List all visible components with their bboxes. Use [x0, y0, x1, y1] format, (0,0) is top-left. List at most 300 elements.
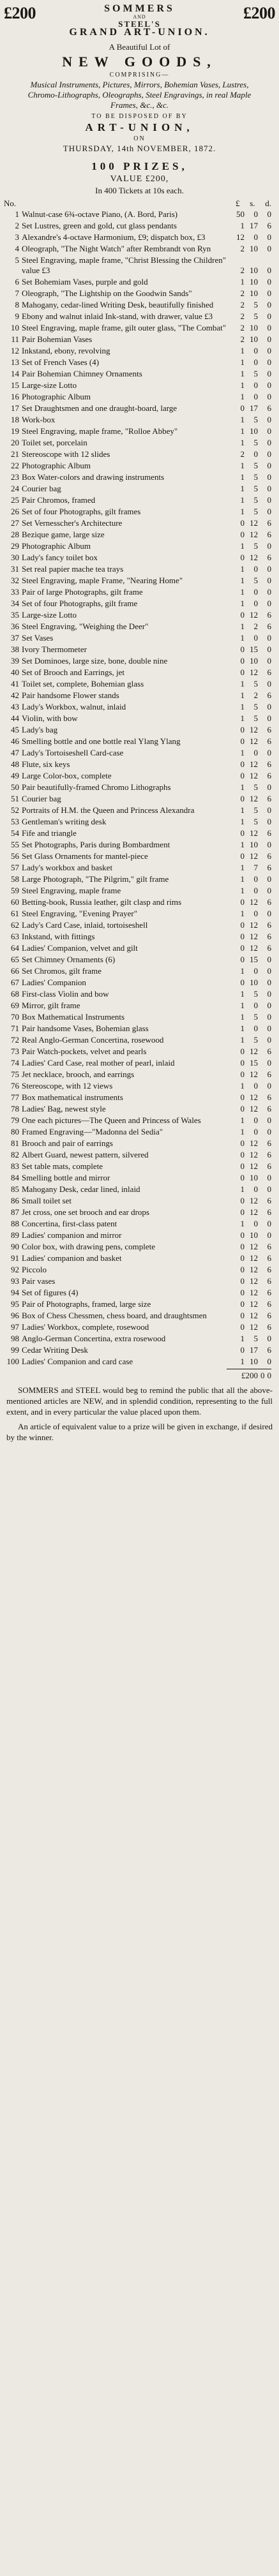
prize-pence: 6 — [267, 1311, 271, 1320]
prize-pounds: 50 — [236, 209, 245, 219]
prize-pence: 0 — [267, 380, 271, 390]
prize-item — [4, 759, 275, 770]
prize-value — [236, 392, 275, 402]
prize-pence: 0 — [267, 461, 271, 470]
prize-shillings: 17 — [250, 1345, 258, 1355]
prize-pence: 0 — [267, 978, 271, 987]
prize-description: Set table mats, complete — [22, 1161, 103, 1171]
prize-pence: 0 — [267, 576, 271, 585]
prize-pence: 0 — [267, 1012, 271, 1022]
prize-pence: 0 — [267, 1357, 271, 1366]
prize-pounds: 0 — [240, 1253, 245, 1263]
shillings-column-label: s. — [250, 198, 255, 208]
prize-description: Cedar Writing Desk — [22, 1345, 88, 1355]
prize-number: 82 — [11, 1150, 19, 1159]
prize-description: Lady's Tortoiseshell Card-case — [22, 748, 124, 757]
value-line: VALUE £200, — [110, 174, 169, 184]
prize-shillings: 0 — [253, 599, 258, 608]
prize-shillings: 0 — [253, 886, 258, 895]
prize-number: 84 — [11, 1173, 19, 1182]
prize-description: Photographic Album — [22, 392, 91, 401]
prize-shillings: 12 — [250, 1288, 258, 1297]
prize-value — [236, 943, 275, 953]
prize-number: 58 — [11, 874, 19, 884]
prize-pence: 6 — [267, 1104, 271, 1113]
prize-item — [4, 954, 275, 965]
prize-pence: 0 — [267, 1115, 271, 1125]
prize-item — [4, 644, 275, 655]
prize-shillings: 12 — [250, 1161, 258, 1171]
no-column-label: No. — [4, 198, 17, 208]
prize-description: Mirror, gilt frame — [22, 1001, 80, 1010]
prize-number: 62 — [11, 920, 19, 930]
prize-shillings: 0 — [253, 1115, 258, 1125]
price-right: £200 — [243, 4, 275, 22]
prize-item — [4, 1011, 275, 1023]
prize-value — [236, 1127, 275, 1137]
prize-pence: 6 — [267, 1046, 271, 1056]
prize-description: Pair vases — [22, 1276, 56, 1286]
prize-number: 17 — [11, 403, 19, 413]
prize-shillings: 5 — [253, 472, 258, 482]
prize-number: 39 — [11, 656, 19, 666]
prize-value — [236, 1357, 275, 1367]
prize-number: 90 — [11, 1242, 19, 1251]
prize-pence: 0 — [267, 438, 271, 447]
prize-description: Flute, six keys — [22, 759, 70, 769]
prize-pence: 6 — [267, 1265, 271, 1274]
prize-number: 71 — [11, 1024, 19, 1033]
prize-description: Pair Bohemian Chimney Ornaments — [22, 369, 142, 378]
prize-description: Betting-book, Russia leather, gilt clasp and rims — [22, 897, 182, 907]
prize-pence: 6 — [267, 897, 271, 907]
prize-number: 79 — [11, 1115, 19, 1125]
new-goods-heading: NEW GOODS, — [62, 54, 217, 70]
sommers-and-steels — [70, 4, 209, 28]
prize-item — [4, 747, 275, 759]
prize-value — [236, 1138, 275, 1149]
prize-item — [4, 1115, 275, 1126]
prize-number: 59 — [11, 886, 19, 895]
prize-pounds: 1 — [240, 748, 245, 757]
prize-value — [236, 863, 275, 873]
pence-column-label: d. — [265, 198, 271, 208]
prize-pounds: 1 — [240, 426, 245, 436]
prize-item — [4, 1161, 275, 1172]
prize-shillings: 12 — [250, 1092, 258, 1102]
prize-pence: 0 — [267, 1127, 271, 1136]
prize-pence: 0 — [267, 288, 271, 298]
prize-pounds: 0 — [240, 1046, 245, 1056]
prize-pounds: 1 — [240, 1115, 245, 1125]
prize-pounds: 0 — [240, 725, 245, 734]
prize-item — [4, 209, 275, 220]
prize-pounds: 1 — [240, 1357, 245, 1366]
prize-value — [236, 541, 275, 551]
prize-shillings: 5 — [253, 1334, 258, 1343]
prize-description: Set Dominoes, large size, bone, double nine — [22, 656, 168, 666]
prize-value — [236, 633, 275, 643]
prize-description: Anglo-German Concertina, extra rosewood — [22, 1334, 166, 1343]
prize-item — [4, 1103, 275, 1115]
prize-number: 20 — [11, 438, 19, 447]
prize-number: 94 — [11, 1288, 19, 1297]
prize-value — [236, 530, 275, 540]
prize-value — [236, 357, 275, 368]
prize-description: Courier bag — [22, 794, 61, 803]
prize-shillings: 10 — [250, 277, 258, 287]
prize-value — [236, 909, 275, 919]
prize-number: 55 — [11, 840, 19, 849]
prize-pounds: 0 — [240, 644, 245, 654]
prize-item — [4, 552, 275, 563]
prize-description: Box Mathematical Instruments — [22, 1012, 125, 1022]
prize-value — [236, 759, 275, 770]
prize-item — [4, 678, 275, 690]
prize-pounds: 1 — [240, 702, 245, 711]
prize-description: Mahogany, cedar-lined Writing Desk, beautifully finished — [22, 300, 214, 309]
prize-pounds: 0 — [240, 1138, 245, 1148]
prize-description: Violin, with bow — [22, 713, 78, 723]
prize-item — [4, 472, 275, 483]
prize-pounds: 2 — [240, 449, 245, 459]
prize-description: Steel Engraving, maple Frame, "Nearing Home" — [22, 576, 183, 585]
prize-item — [4, 805, 275, 816]
prize-item — [4, 988, 275, 1000]
prize-number: 57 — [11, 863, 19, 872]
to-be-disposed-line: TO BE DISPOSED OF BY — [91, 113, 188, 120]
prize-number: 83 — [11, 1161, 19, 1171]
prize-number: 78 — [11, 1104, 19, 1113]
prize-pounds: 1 — [240, 461, 245, 470]
prize-number: 46 — [11, 736, 19, 746]
prize-number: 12 — [11, 346, 19, 355]
prize-shillings: 12 — [250, 553, 258, 562]
prize-pounds: 0 — [240, 955, 245, 964]
prize-shillings: 0 — [253, 209, 258, 219]
prize-item — [4, 1184, 275, 1195]
prize-shillings: 5 — [253, 1012, 258, 1022]
prize-pounds: 1 — [240, 587, 245, 597]
prize-pounds: 0 — [240, 1242, 245, 1251]
prize-pence: 0 — [267, 495, 271, 505]
prize-number: 30 — [11, 553, 19, 562]
prize-pence: 0 — [267, 656, 271, 666]
prize-pounds: 1 — [240, 840, 245, 849]
prize-number: 100 — [6, 1357, 19, 1366]
prize-shillings: 10 — [250, 334, 258, 344]
header-row — [0, 3, 279, 29]
prize-item — [4, 1356, 275, 1367]
prize-pence: 6 — [267, 1138, 271, 1148]
prize-pounds: 0 — [240, 759, 245, 769]
prize-pounds: 0 — [240, 1288, 245, 1297]
prize-number: 29 — [11, 541, 19, 551]
prize-pounds: 0 — [240, 1058, 245, 1068]
prize-pounds: 2 — [240, 300, 245, 309]
prize-shillings: 15 — [250, 955, 258, 964]
prize-pence: 0 — [267, 1001, 271, 1010]
prize-number: 38 — [11, 644, 19, 654]
prize-shillings: 12 — [250, 1311, 258, 1320]
prize-pence: 0 — [267, 805, 271, 815]
prize-shillings: 15 — [250, 1058, 258, 1068]
prize-item — [4, 368, 275, 380]
prize-description: Brooch and pair of earrings — [22, 1138, 113, 1148]
prize-number: 34 — [11, 599, 19, 608]
prize-value — [236, 221, 275, 231]
prize-pence: 0 — [267, 679, 271, 689]
prize-pounds: 0 — [240, 1311, 245, 1320]
prize-value — [236, 507, 275, 517]
prize-number: 98 — [11, 1334, 19, 1343]
prize-pounds: 1 — [240, 1127, 245, 1136]
prize-item — [4, 255, 275, 276]
prize-value — [236, 426, 275, 436]
prize-value — [236, 484, 275, 494]
total-shillings: 0 — [260, 1371, 265, 1380]
prize-value — [236, 897, 275, 907]
prize-description: First-class Violin and bow — [22, 989, 109, 999]
prize-item — [4, 724, 275, 736]
prize-pence: 0 — [267, 702, 271, 711]
prize-pence: 0 — [267, 415, 271, 424]
prize-shillings: 12 — [250, 932, 258, 941]
prize-shillings: 12 — [250, 736, 258, 746]
prize-item — [4, 403, 275, 414]
prize-shillings: 15 — [250, 644, 258, 654]
prize-pounds: 1 — [240, 564, 245, 574]
prize-shillings: 5 — [253, 369, 258, 378]
prize-value — [236, 323, 275, 333]
prize-pence: 6 — [267, 530, 271, 539]
prize-pence: 6 — [267, 553, 271, 562]
prize-number: 11 — [11, 334, 19, 344]
prize-number: 53 — [11, 817, 19, 826]
prize-description: Set of four Photographs, gilt frame — [22, 599, 138, 608]
prize-pounds: 1 — [240, 1035, 245, 1045]
prize-value — [236, 495, 275, 505]
prize-pence: 0 — [267, 782, 271, 792]
prize-pounds: 1 — [240, 1001, 245, 1010]
prize-pounds: 0 — [240, 403, 245, 413]
prize-pounds: 0 — [240, 1207, 245, 1217]
event-date: THURSDAY, 14th NOVEMBER, 1872. — [63, 144, 216, 153]
prize-shillings: 10 — [250, 1357, 258, 1366]
prize-value — [236, 656, 275, 666]
prize-number: 69 — [11, 1001, 19, 1010]
prize-value — [236, 311, 275, 322]
prize-number: 35 — [11, 610, 19, 620]
prize-item — [4, 632, 275, 644]
prize-number: 14 — [11, 369, 19, 378]
prize-value — [236, 599, 275, 609]
prize-pounds: 0 — [240, 932, 245, 941]
prize-shillings: 12 — [250, 1150, 258, 1159]
prize-description: Smelling bottle and one bottle real Ylang Ylang — [22, 736, 181, 746]
prize-shillings: 5 — [253, 541, 258, 551]
prize-number: 28 — [11, 530, 19, 539]
prize-description: Small toilet set — [22, 1196, 72, 1205]
prize-description: Color box, with drawing pens, complete — [22, 1242, 156, 1251]
prize-item — [4, 1299, 275, 1310]
prize-pounds: 0 — [240, 530, 245, 539]
prize-value — [236, 1058, 275, 1068]
prize-item — [4, 851, 275, 862]
prize-pence: 0 — [267, 472, 271, 482]
prize-shillings: 0 — [253, 1001, 258, 1010]
prize-shillings: 12 — [250, 828, 258, 838]
prize-number: 88 — [11, 1219, 19, 1228]
prize-pounds: 0 — [240, 553, 245, 562]
prize-shillings: 12 — [250, 667, 258, 677]
prize-description: Smelling bottle and mirror — [22, 1173, 110, 1182]
prize-shillings: 5 — [253, 805, 258, 815]
prize-description: Large-size Lotto — [22, 380, 77, 390]
prize-number: 50 — [11, 782, 19, 792]
prize-number: 89 — [11, 1230, 19, 1240]
prize-pounds: 0 — [240, 1230, 245, 1240]
prize-description: Pair of Photographs, framed, large size — [22, 1299, 151, 1309]
prize-value — [236, 840, 275, 850]
prize-number: 63 — [11, 932, 19, 941]
prize-description: Inkstand, with fittings — [22, 932, 95, 941]
prize-pounds: 2 — [240, 334, 245, 344]
prize-number: 1 — [15, 209, 19, 219]
prize-value — [236, 346, 275, 356]
prize-pence: 6 — [267, 1253, 271, 1263]
prize-pence: 0 — [267, 874, 271, 884]
prize-pence: 0 — [267, 989, 271, 999]
prize-pounds: 0 — [240, 1265, 245, 1274]
prize-shillings: 12 — [250, 759, 258, 769]
prize-pounds: 0 — [240, 1173, 245, 1182]
prize-shillings: 5 — [253, 679, 258, 689]
prize-pounds: 2 — [240, 323, 245, 332]
prize-pounds: 0 — [240, 736, 245, 746]
prize-pence: 0 — [267, 909, 271, 918]
prize-shillings: 12 — [250, 1242, 258, 1251]
prize-description: One each pictures—The Queen and Princess of Wales — [22, 1115, 201, 1125]
prize-description: Framed Engraving—"Madonna del Sedia" — [22, 1127, 163, 1136]
prize-number: 91 — [11, 1253, 19, 1263]
prize-pence: 0 — [267, 334, 271, 344]
prize-number: 70 — [11, 1012, 19, 1022]
prize-pence: 0 — [267, 1334, 271, 1343]
prize-value — [236, 1184, 275, 1195]
prize-description: Box mathematical instruments — [22, 1092, 123, 1102]
prize-description: Large-size Lotto — [22, 610, 77, 620]
prize-item — [4, 885, 275, 897]
prize-description: Gentleman's writing desk — [22, 817, 107, 826]
prize-pence: 6 — [267, 403, 271, 413]
prize-pounds: 1 — [240, 690, 245, 700]
prize-pounds: 0 — [240, 1069, 245, 1079]
prize-pounds: 2 — [240, 311, 245, 321]
prize-pounds: 1 — [240, 863, 245, 872]
prize-pence: 6 — [267, 1345, 271, 1355]
prize-number: 72 — [11, 1035, 19, 1045]
beautiful-lot-line: A Beautiful Lot of — [109, 42, 170, 52]
prize-pence: 0 — [267, 369, 271, 378]
prize-number: 73 — [11, 1046, 19, 1056]
prize-description: Ebony and walnut inlaid Ink-stand, with drawer, value £3 — [22, 311, 213, 321]
prize-pounds: 0 — [240, 1196, 245, 1205]
prize-number: 97 — [11, 1322, 19, 1332]
prize-description: Set Glass Ornaments for mantel-piece — [22, 851, 148, 861]
prize-value — [236, 1161, 275, 1172]
prize-value — [236, 1265, 275, 1275]
prize-number: 51 — [11, 794, 19, 803]
prize-pence: 0 — [267, 426, 271, 436]
prize-item — [4, 345, 275, 357]
prize-value — [236, 518, 275, 528]
prize-item — [4, 897, 275, 908]
prize-shillings: 0 — [253, 1127, 258, 1136]
prize-shillings: 10 — [250, 1230, 258, 1240]
prize-shillings: 12 — [250, 1138, 258, 1148]
prize-number: 48 — [11, 759, 19, 769]
prize-number: 13 — [11, 357, 19, 367]
prize-pence: 0 — [267, 541, 271, 551]
prize-number: 75 — [11, 1069, 19, 1079]
prize-item — [4, 460, 275, 472]
prize-pence: 0 — [267, 748, 271, 757]
prize-pence: 0 — [267, 886, 271, 895]
prize-description: Jet cross, one set brooch and ear drops — [22, 1207, 149, 1217]
prize-shillings: 5 — [253, 782, 258, 792]
prize-shillings: 17 — [250, 403, 258, 413]
prize-value — [236, 1115, 275, 1126]
prize-value — [236, 1035, 275, 1045]
prize-number: 22 — [11, 461, 19, 470]
prize-item — [4, 1264, 275, 1276]
prize-total — [0, 1369, 279, 1381]
prize-pounds: 0 — [240, 978, 245, 987]
prize-shillings: 0 — [253, 587, 258, 597]
prize-shillings: 12 — [250, 1299, 258, 1309]
prize-pounds: 1 — [240, 805, 245, 815]
prize-pence: 0 — [267, 311, 271, 321]
prize-number: 52 — [11, 805, 19, 815]
prize-number: 33 — [11, 587, 19, 597]
prize-value — [236, 771, 275, 781]
prize-item — [4, 1126, 275, 1138]
prize-number: 54 — [11, 828, 19, 838]
prize-shillings: 0 — [253, 357, 258, 367]
prize-description: Pair beautifully-framed Chromo Lithographs — [22, 782, 171, 792]
prize-value — [236, 244, 275, 254]
prize-pounds: 1 — [240, 221, 245, 230]
prize-description: Ladies' Companion and card case — [22, 1357, 133, 1366]
prize-item — [4, 874, 275, 885]
prize-pounds: 1 — [240, 1012, 245, 1022]
prize-value — [236, 1173, 275, 1183]
prize-description: Mahogany Desk, cedar lined, inlaid — [22, 1184, 140, 1194]
prize-pounds: 0 — [240, 794, 245, 803]
prize-item — [4, 908, 275, 919]
prize-pence: 6 — [267, 518, 271, 528]
prize-pence: 0 — [267, 1024, 271, 1033]
prize-item — [4, 1000, 275, 1011]
art-union-heading: ART-UNION, — [85, 121, 194, 133]
prize-item — [4, 1241, 275, 1253]
prize-number: 27 — [11, 518, 19, 528]
prize-pounds: 1 — [240, 392, 245, 401]
prize-item — [4, 1230, 275, 1241]
prize-pounds: 1 — [240, 909, 245, 918]
prize-pence: 6 — [267, 221, 271, 230]
